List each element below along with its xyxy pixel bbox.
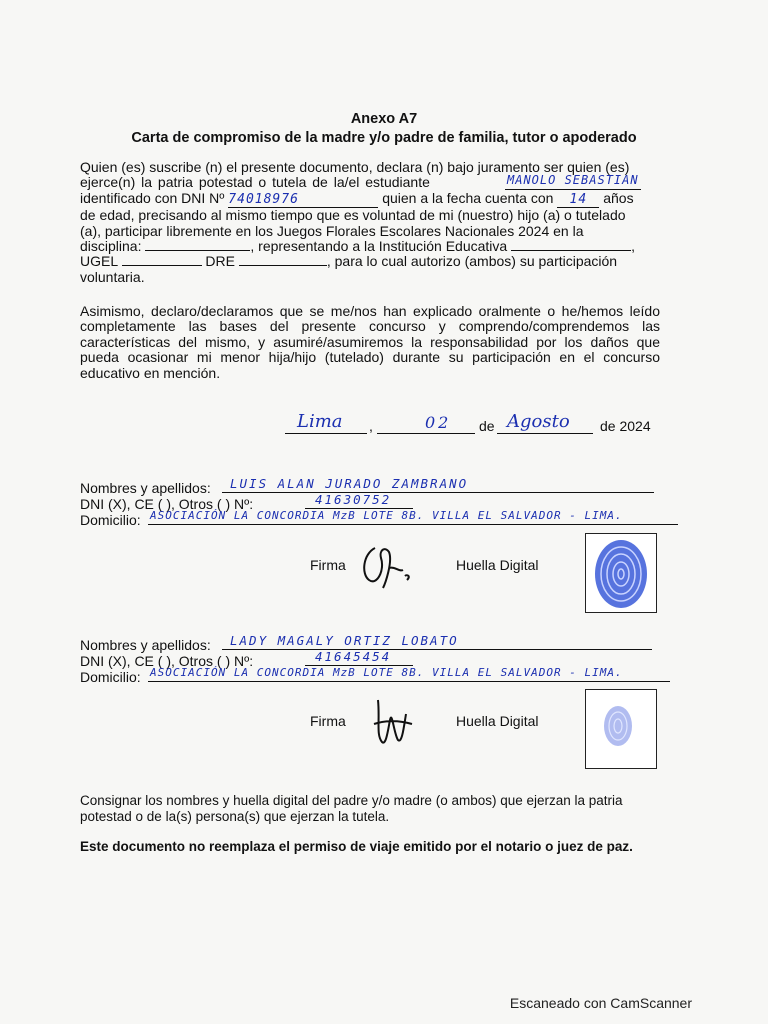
parent-1-firma-label: Firma: [310, 557, 346, 573]
parent-2-dni: 41645454: [315, 649, 392, 664]
parent-2-huella-label: Huella Digital: [456, 713, 539, 729]
discipline-blank: [145, 239, 250, 251]
dre-blank: [239, 254, 327, 266]
parent-1-dni-label: DNI (X), CE ( ), Otros ( ) Nº:: [80, 496, 254, 512]
declaration-line-3: identificado con DNI Nº 74018976 quien a la fecha cuenta con 14 años: [80, 189, 634, 207]
parent-2-address: ASOCIACIÓN LA CONCORDIA MzB LOTE 8B. VILLA EL SALVADOR - LIMA.: [150, 666, 623, 679]
parent-1-dni: 41630752: [315, 492, 392, 507]
parent-2-signature-icon: [368, 690, 418, 750]
parent-1-names-label: Nombres y apellidos:: [80, 480, 211, 496]
student-name: MANOLO SEBASTIAN: [505, 173, 641, 189]
parent-2-dni-label: DNI (X), CE ( ), Otros ( ) Nº:: [80, 653, 254, 669]
parent-1-names: LUIS ALAN JURADO ZAMBRANO: [230, 476, 469, 491]
date-city: Lima: [297, 411, 343, 432]
declaration-line-8: voluntaria.: [80, 268, 145, 285]
document-title: Carta de compromiso de la madre y/o padre de familia, tutor o apoderado: [131, 130, 637, 146]
warning-note: Este documento no reemplaza el permiso de viaje emitido por el notario o juez de paz.: [80, 839, 633, 854]
instruction-note: Consignar los nombres y huella digital del padre y/o madre (o ambos) que ejerzan la patria potestad o de la(s) persona(s) que ejerzan la tutela.: [80, 793, 623, 824]
parent-1-address: ASOCIACIÓN LA CONCORDIA MzB LOTE 8B. VILLA EL SALVADOR - LIMA.: [150, 509, 623, 522]
parent-2-names-label: Nombres y apellidos:: [80, 637, 211, 653]
parent-2-address-label: Domicilio:: [80, 669, 141, 685]
declaration-line-4: de edad, precisando al mismo tiempo que es voluntad de mi (nuestro) hijo (a) o tutelado: [80, 207, 626, 224]
document-header: [0, 110, 768, 148]
declaration-line-1: Quien (es) suscribe (n) el presente documento, declara (n) bajo juramento ser quien (es): [80, 159, 630, 175]
institution-blank: [511, 239, 631, 251]
declaration-line-7: UGEL DRE , para lo cual autorizo (ambos) su participación: [80, 253, 618, 270]
parent-1-address-label: Domicilio:: [80, 512, 141, 528]
parent-2-fingerprint-icon: [586, 690, 656, 768]
declaration-line-5: (a), participar libremente en los Juegos Florales Escolares Nacionales 2024 en la: [80, 222, 584, 239]
parent-1-fingerprint-box: [585, 533, 657, 613]
parent-2-fingerprint-box: [585, 689, 657, 769]
parent-1-fingerprint-icon: [586, 534, 656, 612]
date-month: Agosto: [507, 411, 570, 432]
parent-2-names: LADY MAGALY ORTIZ LOBATO: [230, 633, 459, 648]
parent-2-firma-label: Firma: [310, 713, 346, 729]
date-day: 02: [425, 413, 452, 432]
annex-label: Anexo A7: [350, 111, 418, 127]
parent-1-huella-label: Huella Digital: [456, 557, 539, 573]
date-line: Lima , 02 de Agosto de 2024: [285, 410, 665, 434]
camscanner-watermark: Escaneado con CamScanner: [509, 995, 692, 1011]
declaration-line-6: disciplina: , representando a la Institución Educativa ,: [80, 238, 635, 255]
responsibility-paragraph: Asimismo, declaro/declaramos que se me/nos han explicado oralmente o he/hemos leído completamente las bases del presente concurso y comprendo/comprendemos las características del mismo, y asumiré/asumiremos la responsabilidad por los daños que pueda ocasionar mi menor hija/hijo (tutelado) durante su participación en el concurso educativo en mención.: [80, 303, 660, 381]
student-dni: 74018976: [228, 192, 378, 208]
student-age: 14: [557, 192, 599, 208]
declaration-paragraph: [80, 160, 660, 285]
declaration-line-2: ejerce(n) la patria potestad o tutela de la/el estudiante MANOLO SEBASTIAN: [80, 173, 639, 191]
parent-1-signature-icon: [355, 540, 415, 590]
ugel-blank: [122, 254, 202, 266]
